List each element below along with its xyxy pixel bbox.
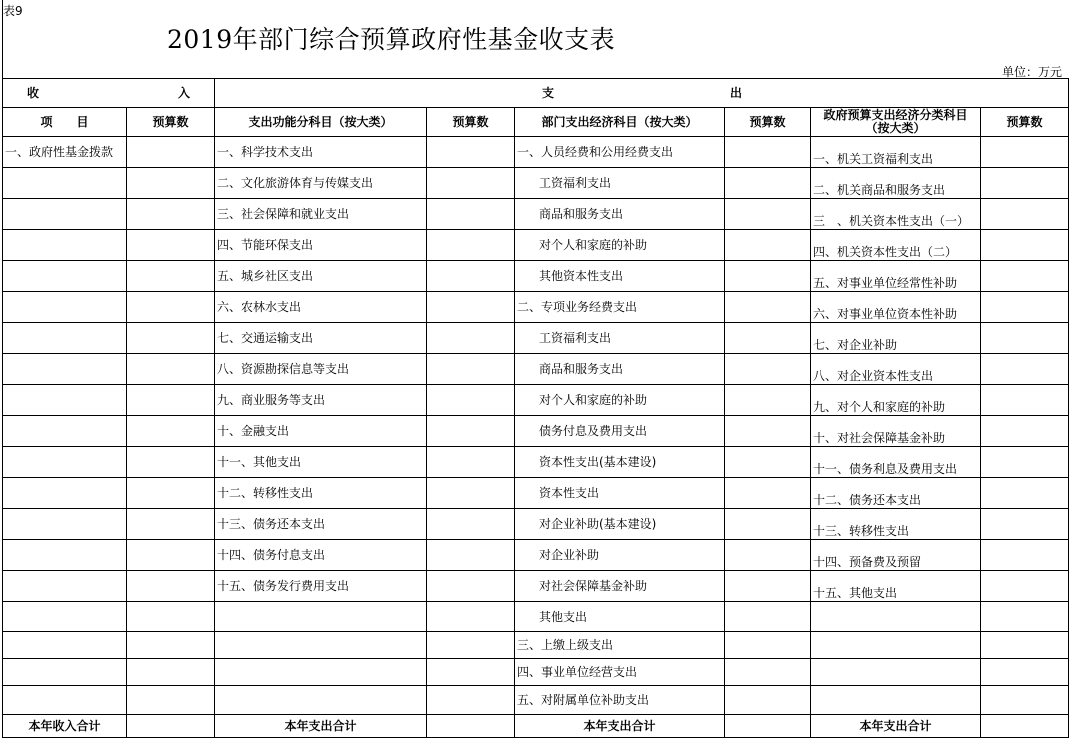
col-header-dept-econ: 部门支出经济科目（按大类） [515, 108, 725, 137]
gov-budget-cell [981, 509, 1069, 540]
dept-item-cell: 其他支出 [515, 602, 725, 632]
dept-budget-cell [725, 323, 811, 354]
col-header-budget-income: 预算数 [127, 108, 215, 137]
func-item-cell: 二、文化旅游体育与传媒支出 [215, 168, 427, 199]
dept-item-cell: 工资福利支出 [515, 323, 725, 354]
dept-budget-cell [725, 478, 811, 509]
gov-item-cell: 九、对个人和家庭的补助 [811, 385, 981, 416]
total-func-label: 本年支出合计 [215, 715, 427, 738]
col-header-item: 项 目 [3, 108, 127, 137]
gov-item-cell [811, 602, 981, 632]
func-budget-cell [427, 540, 515, 571]
income-budget-cell [127, 509, 215, 540]
dept-budget-cell [725, 571, 811, 602]
income-budget-cell [127, 323, 215, 354]
func-budget-cell [427, 686, 515, 715]
income-section-header [3, 79, 215, 108]
income-item-cell [3, 168, 127, 199]
totals-row [3, 715, 1069, 738]
unit-label: 单位：万元 [1001, 65, 1062, 79]
func-item-cell: 十二、转移性支出 [215, 478, 427, 509]
income-item-cell [3, 632, 127, 659]
gov-budget-cell [981, 354, 1069, 385]
income-item-cell [3, 292, 127, 323]
func-item-cell [215, 686, 427, 715]
income-item-cell [3, 230, 127, 261]
func-item-cell: 十一、其他支出 [215, 447, 427, 478]
gov-item-cell: 三 、机关资本性支出（一） [811, 199, 981, 230]
income-budget-cell [127, 230, 215, 261]
dept-budget-cell [725, 230, 811, 261]
dept-item-cell: 对个人和家庭的补助 [515, 230, 725, 261]
gov-budget-cell [981, 447, 1069, 478]
gov-budget-cell [981, 199, 1069, 230]
dept-budget-cell [725, 632, 811, 659]
total-income-value [127, 715, 215, 738]
gov-budget-cell [981, 632, 1069, 659]
dept-budget-cell [725, 261, 811, 292]
dept-item-cell: 商品和服务支出 [515, 199, 725, 230]
dept-budget-cell [725, 447, 811, 478]
income-item-cell [3, 416, 127, 447]
func-item-cell: 一、科学技术支出 [215, 137, 427, 168]
table-row [3, 385, 1069, 416]
func-budget-cell [427, 385, 515, 416]
expense-section-header [215, 79, 1069, 108]
table-row [3, 323, 1069, 354]
func-item-cell: 十四、债务付息支出 [215, 540, 427, 571]
func-budget-cell [427, 292, 515, 323]
dept-budget-cell [725, 416, 811, 447]
gov-item-cell: 十四、预备费及预留 [811, 540, 981, 571]
dept-item-cell: 资本性支出 [515, 478, 725, 509]
gov-item-cell: 二、机关商品和服务支出 [811, 168, 981, 199]
dept-budget-cell [725, 292, 811, 323]
table-row [3, 416, 1069, 447]
income-item-cell [3, 261, 127, 292]
income-item-cell [3, 447, 127, 478]
income-item-cell [3, 659, 127, 686]
func-item-cell: 四、节能环保支出 [215, 230, 427, 261]
sheet-label: 表9 [3, 4, 23, 18]
total-gov-value [981, 715, 1069, 738]
func-item-cell: 三、社会保障和就业支出 [215, 199, 427, 230]
func-item-cell [215, 602, 427, 632]
dept-budget-cell [725, 199, 811, 230]
table-row [3, 632, 1069, 659]
table-row [3, 292, 1069, 323]
column-header-row [3, 108, 1069, 137]
func-item-cell [215, 632, 427, 659]
income-item-cell [3, 571, 127, 602]
income-header-char-1: 收 [27, 86, 40, 100]
gov-budget-cell [981, 659, 1069, 686]
total-gov-label: 本年支出合计 [811, 715, 981, 738]
income-budget-cell [127, 632, 215, 659]
income-budget-cell [127, 416, 215, 447]
gov-item-cell [811, 632, 981, 659]
dept-item-cell: 工资福利支出 [515, 168, 725, 199]
gov-item-cell: 十三、转移性支出 [811, 509, 981, 540]
func-item-cell: 八、资源勘探信息等支出 [215, 354, 427, 385]
func-budget-cell [427, 323, 515, 354]
income-item-cell [3, 686, 127, 715]
gov-item-cell: 八、对企业资本性支出 [811, 354, 981, 385]
table-row [3, 199, 1069, 230]
dept-budget-cell [725, 659, 811, 686]
income-item-cell [3, 602, 127, 632]
func-budget-cell [427, 416, 515, 447]
func-budget-cell [427, 354, 515, 385]
col-header-gov-econ: 政府预算支出经济分类科目（按大类） [811, 108, 981, 137]
gov-item-cell: 六、对事业单位资本性补助 [811, 292, 981, 323]
dept-item-cell: 四、事业单位经营支出 [515, 659, 725, 686]
gov-budget-cell [981, 686, 1069, 715]
func-budget-cell [427, 168, 515, 199]
expense-header-char-2: 出 [729, 86, 742, 100]
func-budget-cell [427, 261, 515, 292]
total-func-value [427, 715, 515, 738]
table-row [3, 168, 1069, 199]
dept-item-cell: 三、上缴上级支出 [515, 632, 725, 659]
dept-budget-cell [725, 540, 811, 571]
func-budget-cell [427, 137, 515, 168]
gov-budget-cell [981, 292, 1069, 323]
col-header-func-subject: 支出功能分科目（按大类） [215, 108, 427, 137]
gov-item-cell: 五、对事业单位经常性补助 [811, 261, 981, 292]
gov-item-cell [811, 659, 981, 686]
total-income-label: 本年收入合计 [3, 715, 127, 738]
func-item-cell: 十、金融支出 [215, 416, 427, 447]
table-row [3, 686, 1069, 715]
income-item-cell [3, 385, 127, 416]
table-row [3, 261, 1069, 292]
gov-budget-cell [981, 137, 1069, 168]
income-item-cell [3, 199, 127, 230]
func-budget-cell [427, 199, 515, 230]
dept-item-cell: 二、专项业务经费支出 [515, 292, 725, 323]
col-header-budget-func: 预算数 [427, 108, 515, 137]
func-item-cell [215, 659, 427, 686]
func-budget-cell [427, 230, 515, 261]
table-row [3, 230, 1069, 261]
dept-budget-cell [725, 385, 811, 416]
income-budget-cell [127, 571, 215, 602]
expense-header-char-1: 支 [542, 86, 555, 100]
func-item-cell: 五、城乡社区支出 [215, 261, 427, 292]
gov-budget-cell [981, 416, 1069, 447]
income-item-cell: 一、政府性基金拨款 [3, 137, 127, 168]
col-header-budget-gov: 预算数 [981, 108, 1069, 137]
gov-item-cell: 十、对社会保障基金补助 [811, 416, 981, 447]
gov-budget-cell [981, 571, 1069, 602]
table-row [3, 137, 1069, 168]
income-budget-cell [127, 447, 215, 478]
dept-item-cell: 对个人和家庭的补助 [515, 385, 725, 416]
func-budget-cell [427, 632, 515, 659]
func-item-cell: 十五、债务发行费用支出 [215, 571, 427, 602]
total-dept-label: 本年支出合计 [515, 715, 725, 738]
income-budget-cell [127, 686, 215, 715]
table-row [3, 354, 1069, 385]
gov-item-cell: 十五、其他支出 [811, 571, 981, 602]
income-budget-cell [127, 168, 215, 199]
table-row [3, 540, 1069, 571]
dept-budget-cell [725, 168, 811, 199]
func-item-cell: 七、交通运输支出 [215, 323, 427, 354]
income-item-cell [3, 323, 127, 354]
gov-item-cell: 一、机关工资福利支出 [811, 137, 981, 168]
table-row [3, 571, 1069, 602]
page-title: 2019年部门综合预算政府性基金收支表 [167, 25, 616, 54]
table-row [3, 602, 1069, 632]
dept-item-cell: 商品和服务支出 [515, 354, 725, 385]
gov-budget-cell [981, 602, 1069, 632]
func-budget-cell [427, 659, 515, 686]
func-budget-cell [427, 509, 515, 540]
gov-budget-cell [981, 261, 1069, 292]
income-budget-cell [127, 354, 215, 385]
income-budget-cell [127, 292, 215, 323]
gov-budget-cell [981, 230, 1069, 261]
dept-budget-cell [725, 602, 811, 632]
gov-item-cell: 十二、债务还本支出 [811, 478, 981, 509]
income-budget-cell [127, 659, 215, 686]
income-item-cell [3, 354, 127, 385]
gov-budget-cell [981, 323, 1069, 354]
dept-item-cell: 一、人员经费和公用经费支出 [515, 137, 725, 168]
dept-item-cell: 资本性支出(基本建设) [515, 447, 725, 478]
table-row [3, 509, 1069, 540]
income-header-char-2: 入 [177, 86, 190, 100]
func-budget-cell [427, 571, 515, 602]
table-row [3, 478, 1069, 509]
gov-item-cell: 十一、债务利息及费用支出 [811, 447, 981, 478]
dept-item-cell: 对企业补助(基本建设) [515, 509, 725, 540]
dept-item-cell: 其他资本性支出 [515, 261, 725, 292]
col-header-budget-dept: 预算数 [725, 108, 811, 137]
gov-item-cell [811, 686, 981, 715]
income-budget-cell [127, 385, 215, 416]
table-row [3, 447, 1069, 478]
func-item-cell: 十三、债务还本支出 [215, 509, 427, 540]
income-item-cell [3, 540, 127, 571]
gov-budget-cell [981, 478, 1069, 509]
func-budget-cell [427, 447, 515, 478]
func-budget-cell [427, 602, 515, 632]
func-item-cell: 六、农林水支出 [215, 292, 427, 323]
dept-budget-cell [725, 686, 811, 715]
dept-budget-cell [725, 354, 811, 385]
section-header-row [3, 79, 1069, 108]
gov-budget-cell [981, 540, 1069, 571]
dept-item-cell: 五、对附属单位补助支出 [515, 686, 725, 715]
gov-budget-cell [981, 168, 1069, 199]
gov-item-cell: 四、机关资本性支出（二） [811, 230, 981, 261]
income-item-cell [3, 478, 127, 509]
func-item-cell: 九、商业服务等支出 [215, 385, 427, 416]
income-budget-cell [127, 540, 215, 571]
income-budget-cell [127, 478, 215, 509]
dept-item-cell: 债务付息及费用支出 [515, 416, 725, 447]
gov-item-cell: 七、对企业补助 [811, 323, 981, 354]
income-budget-cell [127, 137, 215, 168]
budget-table [2, 78, 1069, 738]
dept-item-cell: 对企业补助 [515, 540, 725, 571]
income-item-cell [3, 509, 127, 540]
income-budget-cell [127, 261, 215, 292]
income-budget-cell [127, 199, 215, 230]
dept-item-cell: 对社会保障基金补助 [515, 571, 725, 602]
func-budget-cell [427, 478, 515, 509]
total-dept-value [725, 715, 811, 738]
gov-budget-cell [981, 385, 1069, 416]
income-budget-cell [127, 602, 215, 632]
table-row [3, 659, 1069, 686]
dept-budget-cell [725, 509, 811, 540]
dept-budget-cell [725, 137, 811, 168]
